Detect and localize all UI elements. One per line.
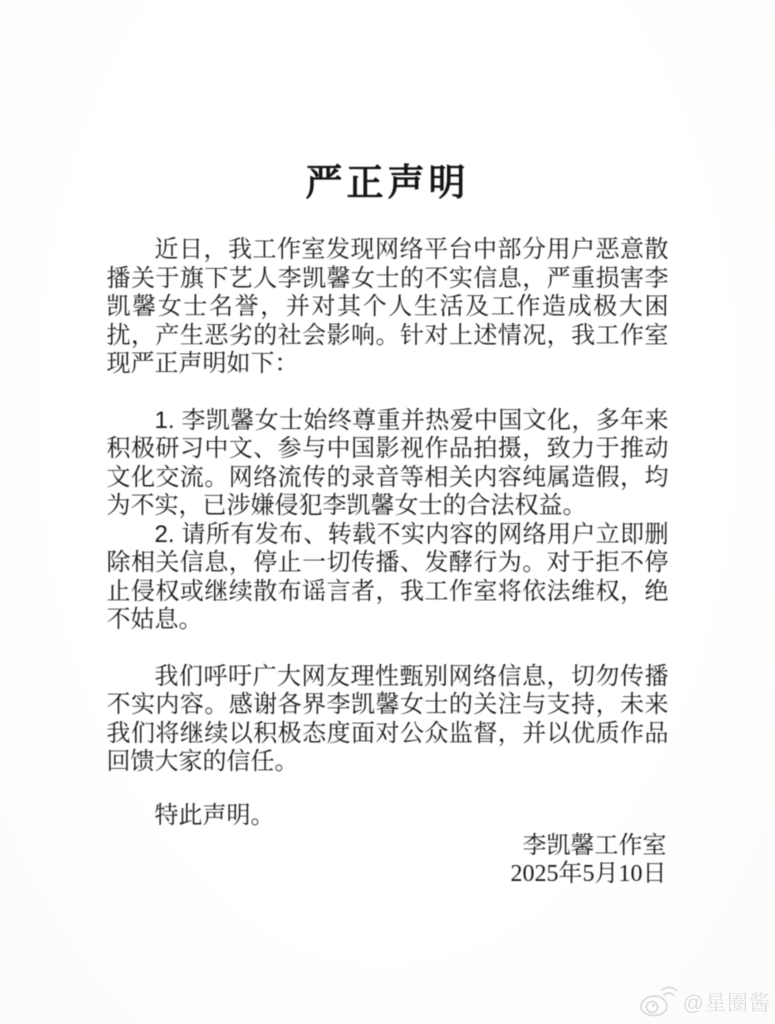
statement-closing-line: 特此声明。 xyxy=(154,801,275,829)
statement-appeal-paragraph: 我们呼吁广大网友理性甄别网络信息，切勿传播不实内容。感谢各界李凯馨女士的关注与支持，未来我们将继续以积极态度面对公众监督，并以优质作品回馈大家的信任。 xyxy=(106,662,669,775)
statement-item-1: 1. 李凯馨女士始终尊重并热爱中国文化，多年来积极研习中文、参与中国影视作品拍摄，致力于推动文化交流。网络流传的录音等相关内容纯属造假，均为不实，已涉嫌侵犯李凯馨女士的合法权益。 xyxy=(106,406,669,519)
statement-date: 2025年5月10日 xyxy=(510,861,667,887)
statement-intro-paragraph: 近日，我工作室发现网络平台中部分用户恶意散播关于旗下艺人李凯馨女士的不实信息，严重损害李凯馨女士名誉，并对其个人生活及工作造成极大困扰，产生恶劣的社会影响。针对上述情况，我工作室现严正声明如下： xyxy=(106,236,669,377)
statement-title: 严正声明 xyxy=(305,162,470,203)
signature-studio-name: 李凯馨工作室 xyxy=(522,832,667,859)
weibo-icon xyxy=(638,986,678,1018)
signature-block xyxy=(107,831,669,889)
watermark xyxy=(638,986,771,1018)
watermark-handle: @星圈酱 xyxy=(682,992,771,1015)
statement-item-2: 2. 请所有发布、转载不实内容的网络用户立即删除相关信息，停止一切传播、发酵行为。对于拒不停止侵权或继续散布谣言者，我工作室将依法维权，绝不姑息。 xyxy=(106,520,669,633)
statement-body xyxy=(107,236,669,889)
